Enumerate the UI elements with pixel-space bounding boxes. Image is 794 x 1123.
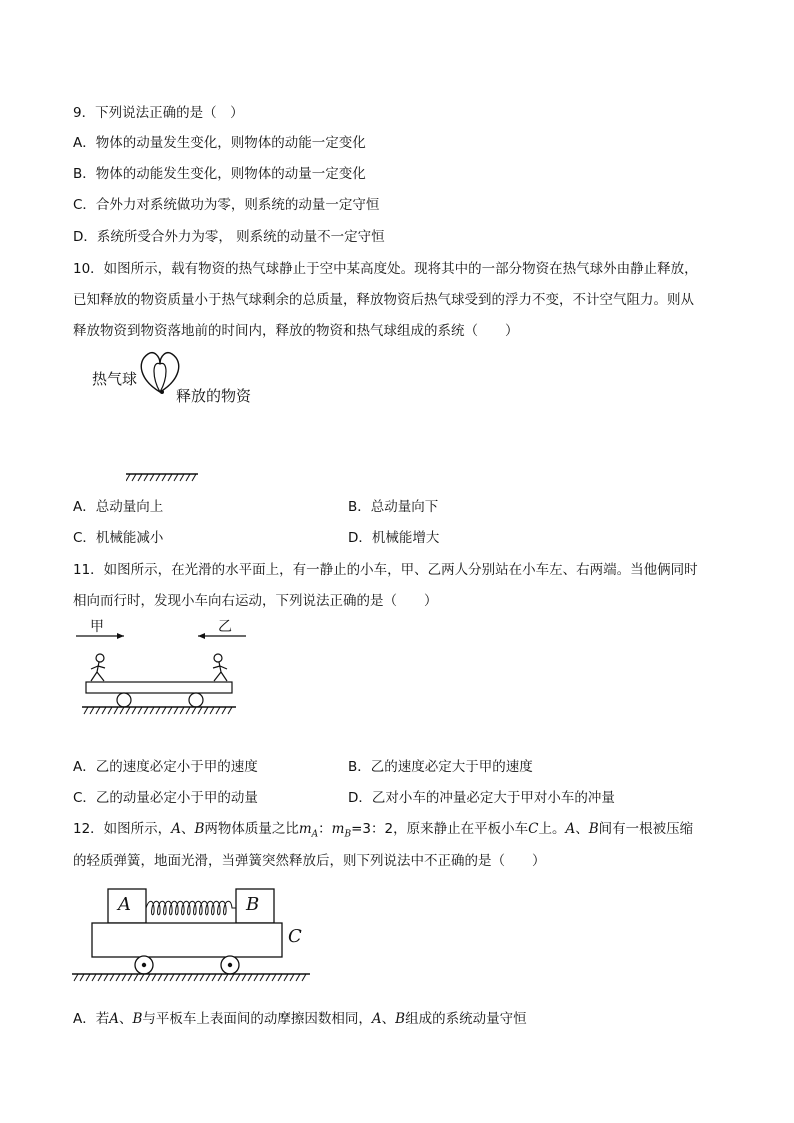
q12-spring-figure bbox=[70, 884, 320, 984]
cargo-label: 释放的物资 bbox=[176, 387, 252, 405]
q9-stem: 9．下列说法正确的是（ ） bbox=[73, 105, 244, 121]
cart-diagram bbox=[74, 616, 254, 720]
balloon-label: 热气球 bbox=[92, 370, 138, 388]
q11-cart-figure bbox=[74, 616, 254, 720]
q10-stem-line-1: 10．如图所示，载有物资的热气球静止于空中某高度处。现将其中的一部分物资在热气球外由静止释放， bbox=[73, 261, 698, 277]
q11-option-d: D．乙对小车的冲量必定大于甲对小车的冲量 bbox=[348, 790, 615, 806]
q9-option-c: C．合外力对系统做功为零，则系统的动量一定守恒 bbox=[73, 197, 380, 213]
cart-c-label: C bbox=[288, 926, 302, 947]
q11-option-b: B．乙的速度必定大于甲的速度 bbox=[348, 759, 533, 775]
q12-stem-line-1: 12．如图所示，A、B两物体质量之比$m_A$：$m_B=3$：2，原来静止在平板小车C上。A、B间有一根被压缩 bbox=[73, 821, 694, 840]
q10-option-a: A．总动量向上 bbox=[73, 499, 164, 515]
q10-option-b: B．总动量向下 bbox=[348, 499, 439, 515]
block-b-label: B bbox=[246, 894, 260, 915]
q10-stem-line-3: 释放物资到物资落地前的时间内，释放的物资和热气球组成的系统（ ） bbox=[73, 323, 519, 339]
block-a-label: A bbox=[118, 894, 131, 915]
q11-stem-line-1: 11．如图所示，在光滑的水平面上，有一静止的小车，甲、乙两人分别站在小车左、右两端。当他俩同时 bbox=[73, 562, 698, 578]
spring-cart-diagram bbox=[70, 884, 320, 984]
q10-stem-line-2: 已知释放的物资质量小于热气球剩余的总质量，释放物资后热气球受到的浮力不变，不计空气阻力。则从 bbox=[73, 292, 694, 308]
q11-stem-line-2: 相向而行时，发现小车向右运动，下列说法正确的是（ ） bbox=[73, 593, 438, 609]
q12-option-a: A．若A、B与平板车上表面间的动摩擦因数相同，A、B组成的系统动量守恒 bbox=[73, 1011, 527, 1027]
ground-hatch bbox=[126, 472, 198, 484]
q10-option-c: C．机械能减小 bbox=[73, 530, 164, 546]
person-jia-label: 甲 bbox=[90, 619, 104, 635]
q12-stem-line-2: 的轻质弹簧，地面光滑，当弹簧突然释放后，则下列说法中不正确的是（ ） bbox=[73, 853, 546, 869]
q9-option-b: B．物体的动能发生变化，则物体的动量一定变化 bbox=[73, 166, 366, 182]
q9-option-a: A．物体的动量发生变化，则物体的动能一定变化 bbox=[73, 135, 366, 151]
q11-option-a: A．乙的速度必定小于甲的速度 bbox=[73, 759, 258, 775]
q10-option-d: D．机械能增大 bbox=[348, 530, 440, 546]
q9-option-d: D．系统所受合外力为零， 则系统的动量不一定守恒 bbox=[73, 229, 385, 245]
q11-option-c: C．乙的动量必定小于甲的动量 bbox=[73, 790, 258, 806]
person-yi-label: 乙 bbox=[218, 619, 232, 635]
q10-balloon-figure bbox=[90, 348, 280, 488]
